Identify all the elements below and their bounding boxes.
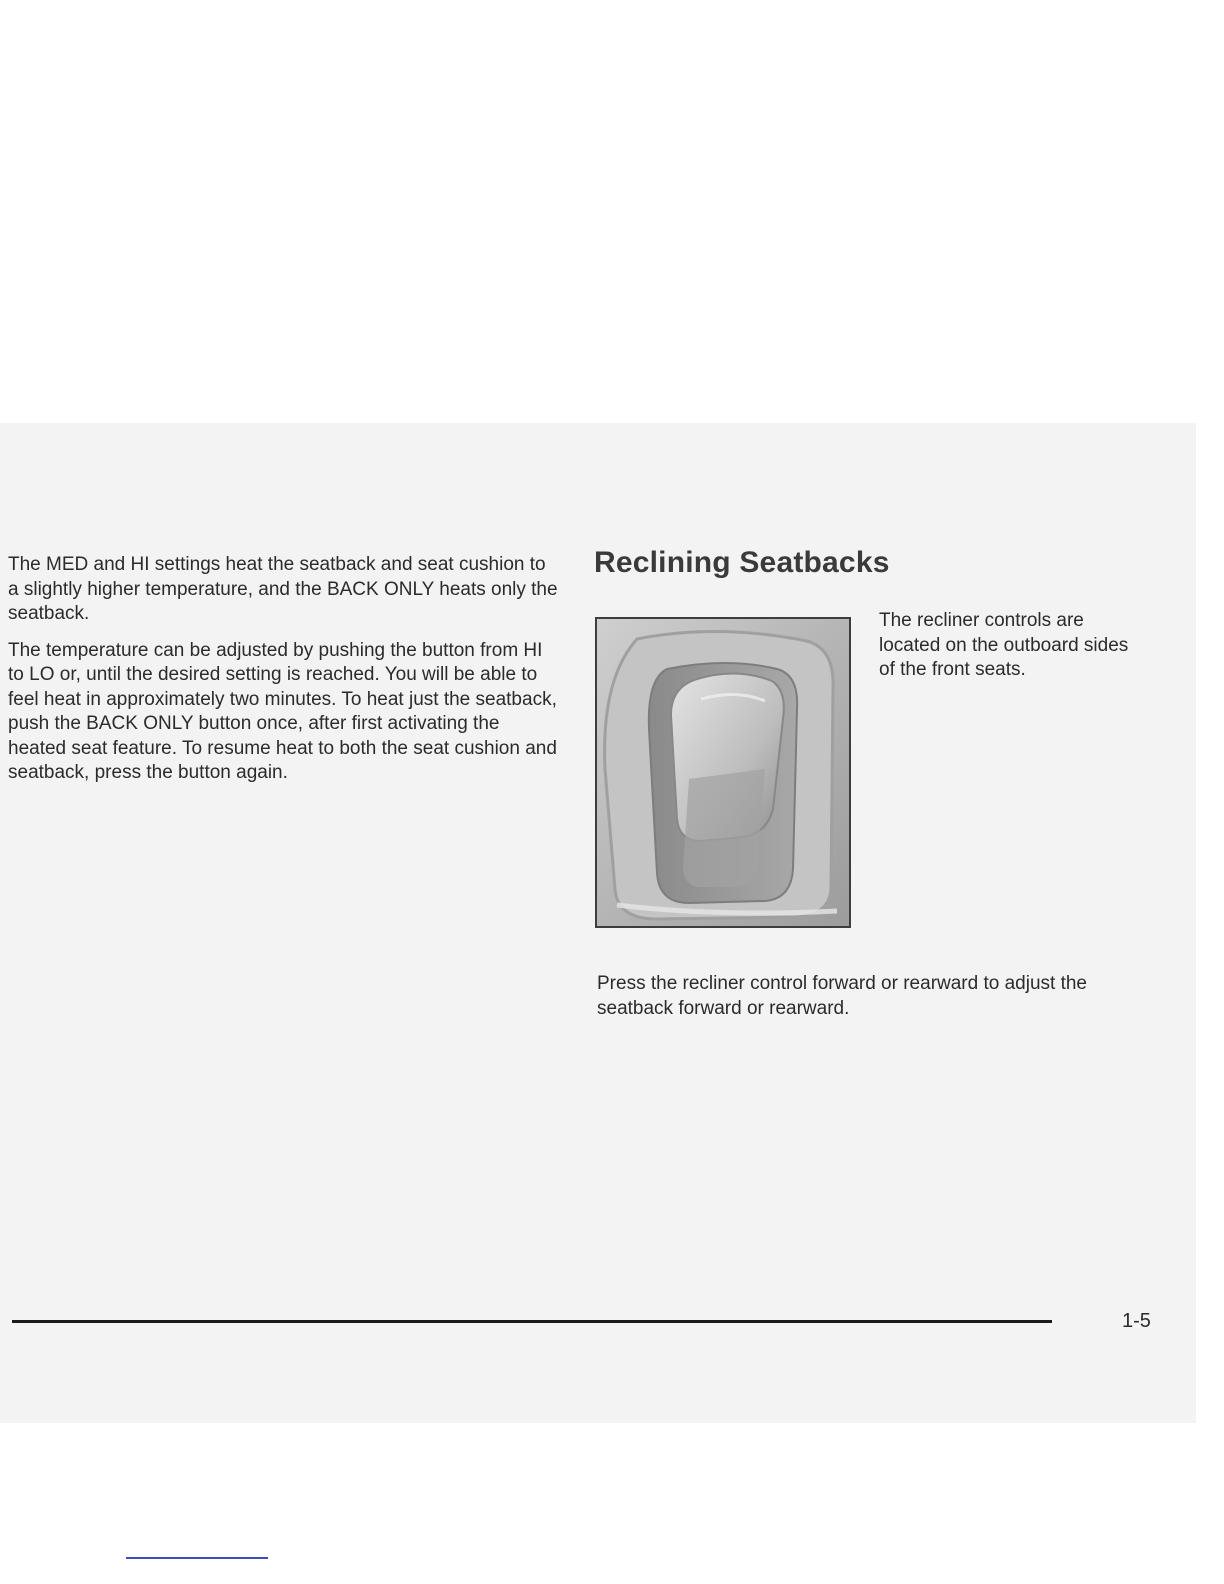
recliner-location-text: The recliner controls are located on the outboard sides of the front seats. (879, 610, 1129, 680)
heated-seat-paragraph-2: The temperature can be adjusted by pushing the button from HI to LO or, until the desired setting is reached. You will be able to feel heat in approximately two minutes. To heat just the seatback, push the BACK ONLY button once, after first activating the heated seat feature. To resume heat to both the seat cushion and seatback, press the button again. (8, 639, 557, 783)
recliner-control-icon (597, 619, 849, 926)
page-number: 1-5 (1122, 1310, 1151, 1332)
section-heading: Reclining Seatbacks (594, 546, 890, 579)
recliner-instruction-text: Press the recliner control forward or rearward to adjust the seatback forward or rearward. (597, 973, 1087, 1019)
recliner-control-figure (595, 617, 851, 928)
footer-rule (12, 1320, 1052, 1323)
heated-seat-paragraph-1: The MED and HI settings heat the seatback and seat cushion to a slightly higher temperature, and the BACK ONLY heats only the seatback. (8, 554, 558, 624)
link-underline[interactable] (126, 1557, 268, 1559)
left-column (8, 553, 558, 786)
